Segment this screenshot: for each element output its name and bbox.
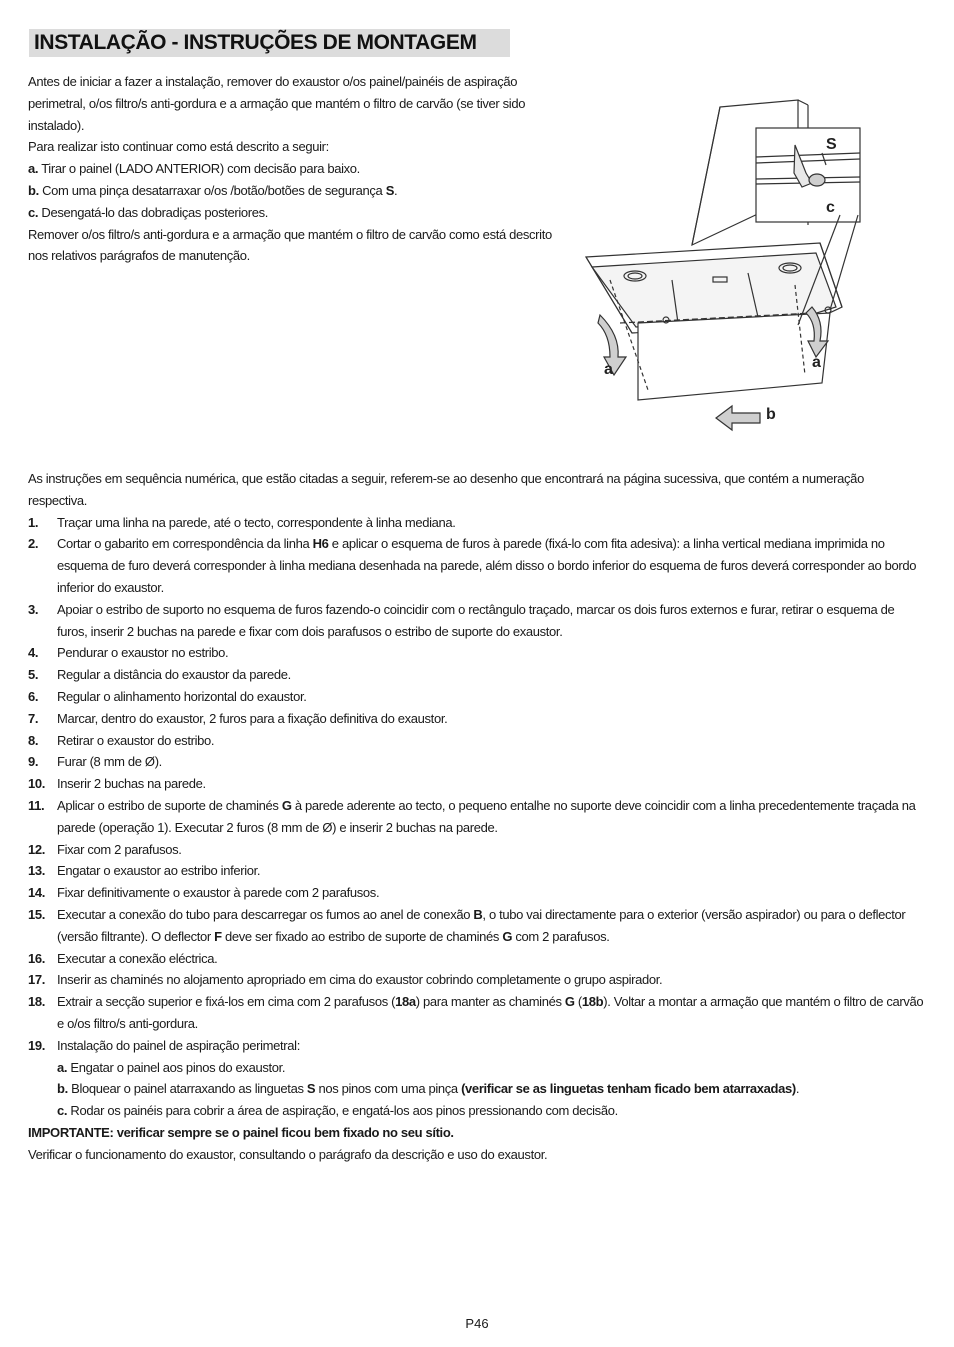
important-note: [28, 1122, 924, 1144]
step-text: Fixar com 2 parafusos.: [57, 841, 182, 857]
step-bold: S: [385, 182, 395, 198]
step-item: [28, 882, 924, 904]
step-item: [28, 664, 924, 686]
intro-step-a: [28, 158, 558, 180]
step-bold: F: [214, 928, 222, 944]
step-text: Fixar definitivamente o exaustor à parede com 2 parafusos.: [57, 885, 380, 901]
substep-c: [57, 1100, 924, 1122]
step-text: Desengatá-lo das dobradiças posteriores.: [41, 204, 269, 220]
step-item: [28, 991, 924, 1035]
step-bold: G: [564, 994, 575, 1010]
step-number: 18.: [28, 994, 46, 1010]
step-number: 3.: [28, 601, 39, 617]
substep-a: [57, 1057, 924, 1079]
intro-step-c: [28, 202, 558, 224]
substep-text: Rodar os painéis para cobrir a área de aspiração, e engatá-los aos pinos pressionando com decisão.: [67, 1103, 618, 1119]
step-item: [28, 904, 924, 948]
step-number: 6.: [28, 688, 39, 704]
substep-bold: (verificar se as linguetas tenham ficado bem atarraxadas): [461, 1081, 796, 1097]
step-bold: 18b: [581, 994, 604, 1010]
step-item: [28, 642, 924, 664]
label-a-right: a: [812, 354, 821, 371]
intro-paragraph: Antes de iniciar a fazer a instalação, remover do exaustor o/os painel/painéis de aspiração perimetral, o/os filtro/s anti-gordura e a armação que mantém o filtro de carvão (se tiver sido instalado).: [28, 74, 526, 133]
step-item: [28, 686, 924, 708]
substep-text: Bloquear o painel atarraxando as linguetas: [67, 1081, 307, 1097]
step-item: [28, 860, 924, 882]
step-text: com 2 parafusos.: [512, 928, 610, 944]
step-text: Pendurar o exaustor no estribo.: [57, 645, 229, 661]
step-number: 5.: [28, 667, 39, 683]
step-item: [28, 533, 924, 598]
step-item: [28, 512, 924, 534]
label-a-left: a: [604, 361, 613, 378]
substep-b: [57, 1078, 924, 1100]
step-number: 19.: [28, 1037, 46, 1053]
step-text: Apoiar o estribo de suporto no esquema de furos fazendo-o coincidir com o rectângulo traçado, marcar os dois furos externos e furar, retirar o esquema de furos, inserir 2 buchas na parede e fixar com dois parafusos o estribo de suporte do exaustor.: [57, 601, 895, 639]
step-text: Com uma pinça desatarraxar o/os /botão/botões de segurança: [42, 182, 383, 198]
step-number: 2.: [28, 536, 39, 552]
step-number: 10.: [28, 776, 46, 792]
step-item: [28, 708, 924, 730]
step-number: 12.: [28, 841, 46, 857]
important-text: IMPORTANTE: verificar sempre se o painel ficou bem fixado no seu sítio.: [28, 1124, 454, 1140]
substep-bold: S: [306, 1081, 316, 1097]
substep-letter: c.: [57, 1103, 68, 1119]
steps-list: [28, 512, 924, 1122]
substep-letter: a.: [57, 1059, 68, 1075]
step-text: à parede aderente ao tecto, o pequeno entalhe no suporte deve coincidir com a linha precedentemente traçada na parede (operação 1). Executar 2 furos (8 mm de Ø) e inserir 2 buchas na parede.: [57, 797, 916, 835]
step-item: [28, 599, 924, 643]
step-text: Executar a conexão eléctrica.: [57, 950, 218, 966]
step-number: 14.: [28, 885, 46, 901]
step-number: 9.: [28, 754, 39, 770]
step-text: , o tubo vai directamente para o exterior (versão aspirador) ou para o deflector (versão filtrante). O deflector: [57, 906, 906, 944]
step-bold: 18a: [395, 994, 416, 1010]
step-text: Regular a distância do exaustor da parede.: [57, 667, 291, 683]
step-text: deve ser fixado ao estribo de suporte de chaminés: [221, 928, 503, 944]
step-item: [28, 839, 924, 861]
step-text: Inserir as chaminés no alojamento apropriado em cima do exaustor cobrindo completamente o grupo aspirador.: [57, 972, 663, 988]
substep-text: nos pinos com uma pinça: [315, 1081, 462, 1097]
step-item: [28, 1035, 924, 1122]
step-number: 7.: [28, 710, 39, 726]
step-item: [28, 773, 924, 795]
step-letter: c.: [28, 204, 39, 220]
step-number: 8.: [28, 732, 39, 748]
step-bold: B: [473, 906, 483, 922]
step-number: 13.: [28, 863, 46, 879]
substep-text: .: [795, 1081, 800, 1097]
step-text: Instalação do painel de aspiração perimetral:: [57, 1037, 300, 1053]
steps-intro: As instruções em sequência numérica, que estão citadas a seguir, referem-se ao desenho que encontrará na página sucessiva, que contém a numeração respectiva.: [28, 471, 864, 508]
label-b: b: [766, 406, 776, 423]
step-bold: G: [502, 928, 513, 944]
intro-section: [28, 71, 558, 267]
step-text: Tirar o painel (LADO ANTERIOR) com decisão para baixo.: [41, 161, 360, 177]
step-text: Regular o alinhamento horizontal do exaustor.: [57, 688, 307, 704]
step-number: 11.: [28, 797, 45, 813]
step-bold: H6: [312, 536, 329, 552]
substep-letter: b.: [57, 1081, 68, 1097]
step-number: 1.: [28, 514, 39, 530]
step-text: Retirar o exaustor do estribo.: [57, 732, 215, 748]
step-text: Executar a conexão do tubo para descarregar os fumos ao anel de conexão: [57, 906, 474, 922]
step-bold: G: [281, 797, 292, 813]
intro-step-b: [28, 180, 558, 202]
step-item: [28, 948, 924, 970]
final-note: Verificar o funcionamento do exaustor, consultando o parágrafo da descrição e uso do exaustor.: [28, 1146, 548, 1162]
substep-text: Engatar o painel aos pinos do exaustor.: [67, 1059, 286, 1075]
step-letter: a.: [28, 161, 39, 177]
assembly-steps-section: [28, 468, 924, 1166]
page-title: INSTALAÇÃO - INSTRUÇÕES DE MONTAGEM: [34, 31, 477, 54]
step-item: [28, 751, 924, 773]
hood-panel-removal-illustration: [580, 95, 880, 440]
step-text: .: [394, 182, 398, 198]
step-text: Extrair a secção superior e fixá-los em cima com 2 parafusos (: [57, 994, 396, 1010]
step-text: Traçar uma linha na parede, até o tecto, correspondente à linha mediana.: [57, 514, 456, 530]
step-item: [28, 730, 924, 752]
step-text: ). Voltar a montar a armação que mantém o filtro de carvão e o/os filtro/s anti-gordura.: [57, 994, 924, 1031]
step-item: [28, 969, 924, 991]
page-number: P46: [465, 1316, 489, 1331]
step-item: [28, 795, 924, 839]
step-text: Marcar, dentro do exaustor, 2 furos para a fixação definitiva do exaustor.: [57, 710, 448, 726]
step-number: 16.: [28, 950, 46, 966]
step-number: 4.: [28, 645, 39, 661]
label-s: S: [826, 136, 837, 153]
step-number: 15.: [28, 906, 46, 922]
step-text: Engatar o exaustor ao estribo inferior.: [57, 863, 261, 879]
intro-instruction: Para realizar isto continuar como está descrito a seguir:: [28, 139, 329, 155]
step-text: Cortar o gabarito em correspondência da linha: [57, 536, 313, 552]
step-text: Furar (8 mm de Ø).: [57, 754, 162, 770]
step-text: e aplicar o esquema de furos à parede (fixá-lo com fita adesiva): a linha vertical mediana imprimida no esquema de furo deverá corresponder à linha mediana desenhada na parede, além disso o bordo inferior do esquema de furos deverá corresponder ao bordo inferior do exaustor.: [57, 536, 917, 595]
step-letter: b.: [28, 182, 39, 198]
step-text: Inserir 2 buchas na parede.: [57, 776, 206, 792]
intro-closing: Remover o/os filtro/s anti-gordura e a armação que mantém o filtro de carvão como está descrito nos relativos parágrafos de manutenção.: [28, 226, 552, 264]
step-number: 17.: [28, 972, 46, 988]
step-text: (: [574, 994, 582, 1010]
step-text: Aplicar o estribo de suporte de chaminés: [57, 797, 282, 813]
step-text: ) para manter as chaminés: [415, 994, 565, 1010]
label-c: c: [826, 199, 835, 216]
